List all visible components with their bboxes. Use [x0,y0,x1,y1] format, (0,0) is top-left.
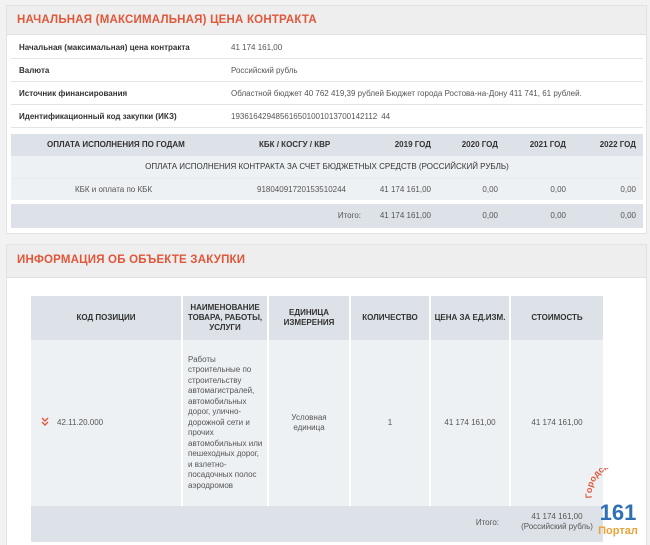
payment-table-total [11,204,643,228]
info-value: 41 174 161,00 [231,43,283,52]
logo-text-top: Городс [584,468,606,499]
info-row-funding-source [11,82,643,105]
position-code-cell [31,340,183,506]
item-quantity: 1 [351,340,431,506]
info-label: Идентификационный код закупки (ИКЗ) [19,112,177,121]
col-header-2021: 2021 ГОД [529,140,566,149]
procurement-table-header [31,296,603,340]
col-header-code: КОД ПОЗИЦИИ [31,296,183,340]
col-header-cost: СТОИМОСТЬ [531,313,583,322]
info-value: Областной бюджет 40 762 419,39 рублей Бюджет города Ростова-на-Дону 411 741, 61 рублей. [231,89,582,98]
info-row-ikz [11,105,643,128]
item-unit-price: 41 174 161,00 [431,340,511,506]
row-2019: 41 174 161,00 [379,185,431,194]
info-label: Источник финансирования [19,89,128,98]
portal-161-logo [584,468,650,545]
procurement-object-title: ИНФОРМАЦИЯ ОБ ОБЪЕКТЕ ЗАКУПКИ [7,245,646,278]
col-header-unit-price: ЦЕНА ЗА ЕД.ИЗМ. [431,296,511,340]
info-value: 193616429485616501001013700142112 44 [231,112,391,121]
info-label: Валюта [19,66,50,75]
col-header-kbk: КБК / КОСГУ / КВР [259,140,331,149]
svg-text:Городской [584,468,619,499]
table-row [31,340,603,506]
logo-number: 161 [599,500,637,525]
col-header-quantity: КОЛИЧЕСТВО [351,296,431,340]
total-2021: 0,00 [550,211,566,220]
total-2020: 0,00 [482,211,498,220]
col-header-years: ОПЛАТА ИСПОЛНЕНИЯ ПО ГОДАМ [47,140,185,149]
row-2021: 0,00 [550,185,566,194]
contract-price-card [6,5,647,234]
col-header-name: НАИМЕНОВАНИЕ ТОВАРА, РАБОТЫ, УСЛУГИ [183,296,269,340]
total-2019: 41 174 161,00 [379,211,431,220]
total-2022: 0,00 [620,211,636,220]
payment-table-subheader: ОПЛАТА ИСПОЛНЕНИЯ КОНТРАКТА ЗА СЧЕТ БЮДЖЕТНЫХ СРЕДСТВ (РОССИЙСКИЙ РУБЛЬ) [11,156,643,178]
item-unit: Условная единица [269,340,351,506]
row-label: КБК и оплата по КБК [75,185,153,194]
total-label: Итого: [475,518,499,527]
info-row-currency [11,59,643,82]
col-header-unit: ЕДИНИЦА ИЗМЕРЕНИЯ [269,296,351,340]
procurement-table-total [31,506,603,542]
chevron-double-down-icon[interactable] [41,417,49,430]
item-name-cell [183,340,269,506]
item-name: Работы строительные по строительству автомагистралей, автомобильных дорог, улично-дорожной сети и прочих автомобильных или пешеходных дорог, и взлетно-посадочных полос аэродромов [188,354,263,490]
col-header-2022: 2022 ГОД [599,140,636,149]
procurement-object-card [6,244,647,545]
total-label: Итого: [337,211,361,220]
position-code: 42.11.20.000 [57,417,104,427]
row-kbk: 91804091720153510244 [257,185,346,194]
payment-table-header [11,134,643,156]
logo-text-bottom: Портал [598,525,638,537]
contract-price-title: НАЧАЛЬНАЯ (МАКСИМАЛЬНАЯ) ЦЕНА КОНТРАКТА [7,6,646,35]
total-value: 41 174 161,00 [531,512,583,521]
table-row [11,178,643,200]
row-2022: 0,00 [620,185,636,194]
info-label: Начальная (максимальная) цена контракта [19,43,190,52]
col-header-2020: 2020 ГОД [461,140,498,149]
col-header-2019: 2019 ГОД [394,140,431,149]
item-cost: 41 174 161,00 [531,417,583,427]
total-currency: (Российский рубль) [521,522,593,531]
row-2020: 0,00 [482,185,498,194]
info-row-max-price [11,36,643,59]
info-value: Российский рубль [231,66,298,75]
